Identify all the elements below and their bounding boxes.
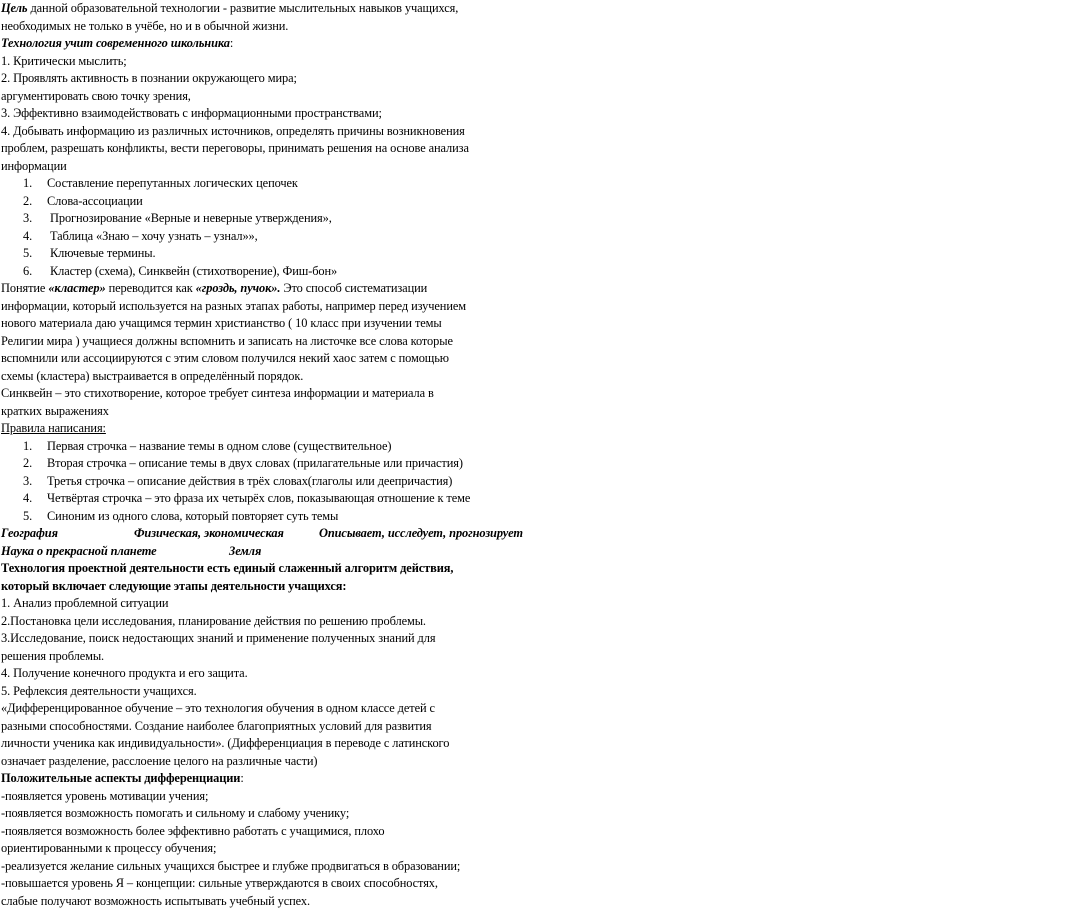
cluster-line: Религии мира ) учащиеся должны вспомнить и записать на листочке все слова которые: [1, 333, 453, 348]
list-number: 5.: [23, 246, 33, 260]
example-word: География: [1, 526, 58, 540]
list-number: 2.: [23, 193, 33, 208]
skill-line: 3. Эффективно взаимодействовать с информационными пространствами;: [1, 106, 382, 120]
aspect-line: -реализуется желание сильных учащихся быстрее и глубже продвигаться в образовании;: [1, 858, 461, 873]
project-heading: Технология проектной деятельности есть единый слаженный алгоритм действия,: [1, 561, 454, 575]
aspect-line: -появляется возможность помогать и сильному и слабому ученику;: [1, 806, 350, 820]
goal-label: Цель: [1, 1, 28, 15]
cluster-text: Понятие: [1, 281, 49, 295]
project-line: 3.Исследование, поиск недостающих знаний и применение полученных знаний для: [1, 631, 436, 645]
teaches-heading-line: [1, 35, 601, 53]
aspect-line: -появляется возможность более эффективно работать с учащимися, плохо: [1, 823, 385, 838]
goal-line: [1, 0, 601, 18]
cluster-translation: «гроздь, пучок».: [195, 281, 281, 295]
goal-line-2: необходимых не только в учёбе, но и в обычной жизни.: [1, 18, 289, 33]
list-number: 1.: [23, 438, 33, 453]
skill-line: 4. Добывать информацию из различных источников, определять причины возникновения: [1, 123, 465, 138]
example-synonym: Земля: [229, 543, 262, 558]
cluster-text: переводится как: [105, 281, 196, 295]
list-number: 6.: [23, 263, 33, 278]
method-text: Составление перепутанных логических цепочек: [47, 176, 298, 190]
list-number: 4.: [23, 491, 33, 505]
project-line: 4. Получение конечного продукта и его защита.: [1, 666, 248, 680]
method-item: [1, 193, 601, 211]
diff-line: «Дифференцированное обучение – это технология обучения в одном классе детей с: [1, 701, 435, 715]
cluster-line: вспомнили или ассоциируются с этим словом получился некий хаос затем с помощью: [1, 351, 449, 365]
project-heading: который включает следующие этапы деятельности учащихся:: [1, 578, 347, 593]
example-phrase: Наука о прекрасной планете: [1, 543, 157, 558]
method-text: Таблица «Знаю – хочу узнать – узнал»»,: [47, 228, 258, 243]
list-number: 1.: [23, 176, 33, 190]
method-text: Кластер (схема), Синквейн (стихотворение), Фиш-бон»: [47, 263, 338, 278]
rule-text: Третья строчка – описание действия в трёх словах(глаголы или деепричастия): [47, 473, 453, 488]
method-text: Ключевые термины.: [47, 246, 156, 260]
method-item: [1, 210, 601, 228]
teaches-colon: :: [229, 36, 234, 50]
list-number: 2.: [23, 456, 33, 470]
list-number: 3.: [23, 211, 33, 225]
cinquain-example-line: [1, 525, 601, 543]
rule-text: Первая строчка – название темы в одном слове (существительное): [47, 438, 392, 453]
rule-text: Четвёртая строчка – это фраза их четырёх слов, показывающая отношение к теме: [47, 491, 471, 505]
list-number: 3.: [23, 473, 33, 488]
aspect-line: -появляется уровень мотивации учения;: [1, 788, 209, 803]
cinquain-line: кратких выражениях: [1, 403, 109, 418]
skill-line: проблем, разрешать конфликты, вести переговоры, принимать решения на основе анализа: [1, 141, 469, 155]
method-item: [1, 175, 601, 193]
diff-line: личности ученика как индивидуальности». (Дифференциация в переводе с латинского: [1, 736, 450, 750]
project-line: 2.Постановка цели исследования, планирование действия по решению проблемы.: [1, 613, 426, 628]
rule-item: [1, 438, 601, 456]
rule-text: Вторая строчка – описание темы в двух словах (прилагательные или причастия): [47, 456, 463, 470]
project-line: 5. Рефлексия деятельности учащихся.: [1, 683, 197, 698]
aspects-heading: Положительные аспекты дифференциации: [1, 771, 241, 785]
aspects-heading-line: [1, 770, 601, 788]
document-page: [1, 0, 601, 910]
skill-line: информации: [1, 158, 67, 173]
rule-text: Синоним из одного слова, который повторяет суть темы: [47, 508, 339, 523]
method-item: [1, 263, 601, 281]
method-item: [1, 228, 601, 246]
cluster-line: [1, 280, 601, 298]
cluster-line: нового материала даю учащимся термин христианство ( 10 класс при изучении темы: [1, 316, 442, 330]
cluster-term: «кластер»: [48, 281, 106, 295]
method-text: Слова-ассоциации: [47, 193, 143, 208]
skill-line: аргументировать свою точку зрения,: [1, 88, 191, 103]
cinquain-line: Синквейн – это стихотворение, которое требует синтеза информации и материала в: [1, 386, 434, 400]
rule-item: [1, 508, 601, 526]
aspect-line: ориентированными к процессу обучения;: [1, 841, 217, 855]
project-line: решения проблемы.: [1, 648, 105, 663]
diff-line: означает разделение, расслоение целого на различные части): [1, 753, 318, 768]
rules-heading: Правила написания:: [1, 421, 106, 435]
list-number: 5.: [23, 508, 33, 523]
cluster-text: Это способ систематизации: [280, 281, 428, 295]
skill-line: 1. Критически мыслить;: [1, 53, 127, 68]
cluster-line: схемы (кластера) выстраивается в определённый порядок.: [1, 368, 304, 383]
example-words: Описывает, исследует, прогнозирует: [319, 526, 523, 540]
rule-item: [1, 455, 601, 473]
aspect-line: слабые получают возможность испытывать учебный успех.: [1, 893, 310, 908]
rule-item: [1, 490, 601, 508]
list-number: 4.: [23, 228, 33, 243]
example-words: Физическая, экономическая: [134, 526, 284, 540]
aspects-colon: :: [240, 771, 244, 785]
project-line: 1. Анализ проблемной ситуации: [1, 596, 169, 610]
cinquain-example-line: [1, 543, 601, 561]
method-text: Прогнозирование «Верные и неверные утверждения»,: [47, 211, 332, 225]
aspect-line: -повышается уровень Я – концепции: сильные утверждаются в своих способностях,: [1, 876, 438, 890]
teaches-heading: Технология учит современного школьника: [1, 36, 230, 50]
skill-line: 2. Проявлять активность в познании окружающего мира;: [1, 71, 297, 85]
cluster-line: информации, который используется на разных этапах работы, например перед изучением: [1, 298, 467, 313]
rule-item: [1, 473, 601, 491]
method-item: [1, 245, 601, 263]
diff-line: разными способностями. Создание наиболее благоприятных условий для развития: [1, 718, 432, 733]
goal-text: данной образовательной технологии - развитие мыслительных навыков учащихся,: [27, 1, 459, 15]
